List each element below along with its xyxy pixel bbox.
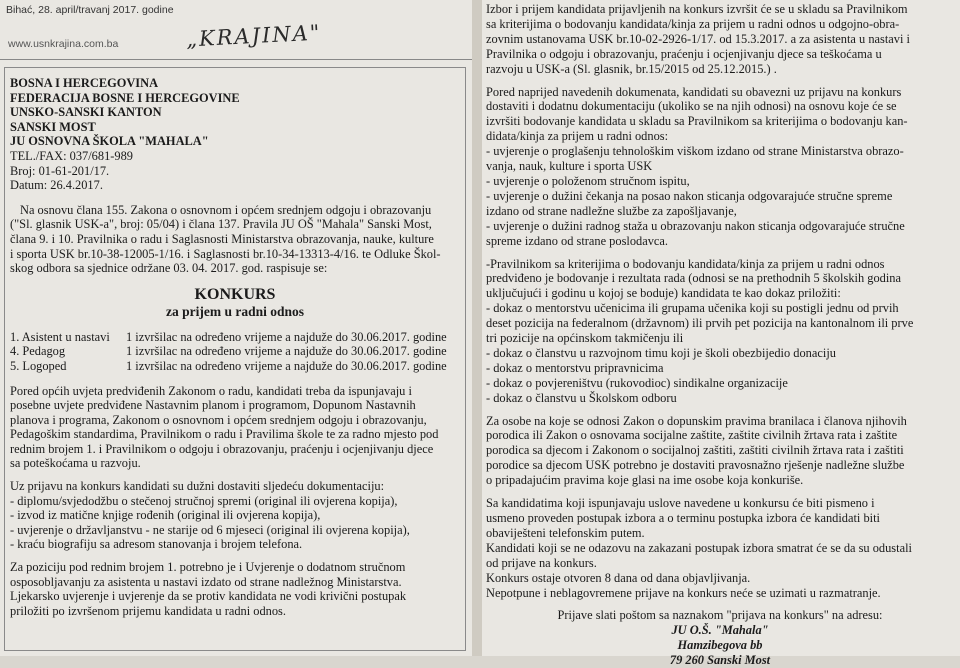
address-line: 79 260 Sanski Most <box>669 653 771 668</box>
address-line: Hamzibegova bb <box>677 638 763 653</box>
criteria-line: - dokaz o mentorstvu učenicima ili grupama učenika koji su postigli jednu od prvih <box>486 301 899 316</box>
criteria-line: predviđeno je bodovanje i rezultata rada (odnosi se na prethodnih 5 školskih godina <box>486 271 901 286</box>
assistant-note-line: osposobljavanju za asistenta u nastavi izdato od strane nadležnog Ministarstva. <box>10 574 402 589</box>
criteria-line: -Pravilnikom sa kriterijima o bodovanju kandidata/kinja za prijem u radni odnos <box>486 256 885 271</box>
veterans-line: Za osobe na koje se odnosi Zakon o dopunskim pravima branilaca i članova njihovih <box>486 413 907 428</box>
extra-docs-line: izvršiti bodovanje kandidata u skladu sa Pravilnikom sa kriterijima o bodovanju kan- <box>486 114 908 129</box>
intro-line: Na osnovu člana 155. Zakona o osnovnom i općem srednjem odgoju i obrazovanju <box>20 202 432 217</box>
documents-line: - uvjerenje o državljanstvu - ne starije od 6 mjeseci (original ili ovjerena kopija), <box>10 522 410 537</box>
conditions-line: posebne uvjete predviđene Nastavnim planom i programom, Dopunom Nastavnih <box>10 398 416 413</box>
document-date: Datum: 26.4.2017. <box>10 178 103 193</box>
extra-docs-line: - uvjerenje o dužini radnog staža u obrazovanju nakon sticanja odgovarajuće stručne <box>486 218 905 233</box>
criteria-line: uključujući i godinu u kojoj se boduje) kandidata te kao dokaz priložiti: <box>486 286 841 301</box>
criteria-line: tri pozicije na općinskom takmičenju ili <box>486 331 684 346</box>
address-line: JU O.Š. "Mahala" <box>671 623 769 638</box>
documents-line: Uz prijavu na konkurs kandidati su dužni dostaviti sljedeću dokumentaciju: <box>10 479 385 494</box>
website-url: www.usnkrajina.com.ba <box>8 38 119 50</box>
veterans-line: o pripadajućim pravima koje glasi na ime osobe koja konkuriše. <box>486 473 804 488</box>
veterans-line: porodice sa djecom USK potrebno je dostaviti pravosnažno rješenje nadležne službe <box>486 458 905 473</box>
selection-line: zovnim ustanovama USK br.10-02-2926-1/17. od 15.3.2017. a za asistenta u nastavi i <box>486 31 910 46</box>
extra-docs-line: didata/kinja za prijem u radni odnos: <box>486 129 669 144</box>
left-column <box>0 0 472 656</box>
selection-line: Izbor i prijem kandidata prijavljenih na konkurs izvršit će se u skladu sa Pravilnikom <box>486 2 908 16</box>
extra-docs-line: izdano od strane nadležne službe za zapošljavanje, <box>486 203 737 218</box>
criteria-line: - dokaz o članstvu u razvojnom timu koji je školi obezbijedio donaciju <box>486 345 836 360</box>
position-row <box>10 359 460 374</box>
veterans-line: porodica ili Zakon o osnovama socijalne zaštite, zaštite civilnih žrtava rata i zaštite <box>486 428 898 443</box>
reference-number: Broj: 01-61-201/17. <box>10 163 110 178</box>
position-title: 5. Logoped <box>10 358 67 373</box>
extra-docs-line: - uvjerenje o proglašenju tehnološkim viškom izdano od strane Ministarstva obrazo- <box>486 144 904 159</box>
phone-fax: TEL./FAX: 037/681-989 <box>10 148 133 163</box>
position-description: 1 izvršilac na određeno vrijeme a najduže do 30.06.2017. godine <box>126 344 447 359</box>
closing-line: Nepotpune i neblagovremene prijave na konkurs neće se uzimati u razmatranje. <box>486 585 881 600</box>
documents-line: - kraću biografiju sa adresom stanovanja i brojem telefona. <box>10 537 303 552</box>
extra-docs-line: vanja, nauk, kulture i sporta USK <box>486 159 653 174</box>
selection-line: Pravilnika o odgoju i obrazovanju, praćenju i ocjenjivanju djece sa teškoćama u <box>486 46 882 61</box>
closing-line: Konkurs ostaje otvoren 8 dana od dana objavljivanja. <box>486 570 751 585</box>
konkurs-subtitle: za prijem u radni odnos <box>165 303 304 319</box>
veterans-line: porodica sa djecom i Zakonom o socijalnoj zaštiti, zaštiti civilnih žrtava rata i zaštiti <box>486 443 904 458</box>
extra-docs-line: spreme izdano od strane poslodavca. <box>486 233 669 248</box>
conditions-line: planova i programa, Zakonom o osnovnom i općem srednjem odgoju i obrazovanju, <box>10 412 427 427</box>
medical-note-line: Ljekarsko uvjerenje i uvjerenje da se protiv kandidata ne vodi krivični postupak <box>10 589 407 604</box>
medical-note-line: priložiti po izvršenom prijemu kandidata u radni odnos. <box>10 603 286 618</box>
intro-line: ("Sl. glasnik USK-a", broj: 05/04) i člana 137. Pravila JU OŠ "Mahala" Sanski Most, <box>10 217 432 232</box>
criteria-line: deset pozicija na federalnom (državnom) ili prvih pet pozicija na kantonalnom ili prve <box>486 316 914 331</box>
issue-date: Bihać, 28. april/travanj 2017. godine <box>6 4 174 16</box>
assistant-note-line: Za poziciju pod rednim brojem 1. potrebno je i Uvjerenje o dodatnom stručnom <box>10 560 406 575</box>
position-title: 1. Asistent u nastavi <box>10 329 110 344</box>
closing-line: Kandidati koji se ne odazovu na zakazani postupak izbora smatrat će se da su odustali <box>486 540 912 555</box>
institution-line: FEDERACIJA BOSNE I HERCEGOVINE <box>10 90 240 105</box>
documents-line: - izvod iz matične knjige rođenih (original ili ovjerena kopija), <box>10 508 321 523</box>
position-title: 4. Pedagog <box>10 344 66 359</box>
konkurs-title: KONKURS <box>194 285 276 303</box>
header-rule <box>0 59 472 60</box>
criteria-line: - dokaz o članstvu u Školskom odboru <box>486 390 677 405</box>
announcement-box <box>4 67 466 651</box>
position-description: 1 izvršilac na određeno vrijeme a najduže do 30.06.2017. godine <box>126 329 447 344</box>
right-column <box>482 0 960 668</box>
selection-line: razvoju u USK-a (Sl. glasnik, br.15/2015 od 25.12.2015.) . <box>486 61 777 76</box>
extra-docs-line: Pored naprijed navedenih dokumenata, kandidati su obavezni uz prijavu na konkurs <box>486 84 902 99</box>
institution-line: BOSNA I HERCEGOVINA <box>10 76 159 90</box>
criteria-line: - dokaz o povjereništvu (rukovodioc) sindikalne organizacije <box>486 375 788 390</box>
closing-line: obaviješteni telefonskim putem. <box>486 525 645 540</box>
documents-line: - diplomu/svjedodžbu o stečenoj stručnoj spremi (original ili ovjerena kopija), <box>10 493 398 508</box>
closing-line: usmeno proveden postupak izbora a o terminu postupka izbora će kandidati biti <box>486 511 880 525</box>
intro-line: člana 9. i 10. Pravilnika o radu i Saglasnosti Ministarstva obrazovanja, nauke, kulture <box>10 231 434 246</box>
extra-docs-line: dostaviti i dodatnu dokumentaciju (ukoliko se na njih odnosi) na osnovu koje će se <box>486 99 897 114</box>
extra-docs-line: - uvjerenje o položenom stručnom ispitu, <box>486 173 690 188</box>
conditions-line: rednim brojem 1. i Pravilnikom o odgoju i obrazovanju, praćenju i ocjenjivanju djece <box>10 441 434 456</box>
conditions-line: Pedagoškim standardima, Pravilnikom o radu i Pravilima škole te za radno mjesto pod <box>10 427 439 442</box>
position-description: 1 izvršilac na određeno vrijeme a najduže do 30.06.2017. godine <box>126 358 447 373</box>
criteria-line: - dokaz o mentorstvu pripravnicima <box>486 360 664 375</box>
column-gutter <box>472 0 482 656</box>
closing-line: od prijave na konkurs. <box>486 555 597 570</box>
extra-docs-line: - uvjerenje o dužini čekanja na posao nakon sticanja odgovarajuće stručne spreme <box>486 188 893 203</box>
institution-line: JU OSNOVNA ŠKOLA "MAHALA" <box>10 134 209 149</box>
closing-line: Sa kandidatima koji ispunjavaju uslove navedene u konkursu će biti pismeno i <box>486 496 875 511</box>
intro-line: skog odbora sa sjednice održane 03. 04. 2017. god. raspisuje se: <box>10 261 328 276</box>
address-intro: Prijave slati poštom sa naznakom "prijava na konkurs" na adresu: <box>557 608 883 623</box>
handwritten-newspaper-name: „KRAJINA" <box>185 20 323 52</box>
conditions-line: Pored općih uvjeta predviđenih Zakonom o radu, kandidati treba da ispunjavaju i <box>10 383 412 398</box>
conditions-line: sa poteškoćama u razvoju. <box>10 456 141 471</box>
institution-line: UNSKO-SANSKI KANTON <box>10 105 162 120</box>
announcement-body <box>10 76 460 618</box>
announcement-continuation <box>486 2 954 668</box>
intro-line: i sporta USK br.10-38-12005-1/16. i Saglasnosti br.10-34-13313-4/16. te Odluke Škol- <box>10 246 441 261</box>
position-row <box>10 330 460 345</box>
position-row <box>10 344 460 359</box>
institution-line: SANSKI MOST <box>10 119 96 134</box>
selection-line: sa kriterijima o bodovanju kandidata/kinja za prijem u radni odnos u odgojno-obra- <box>486 16 900 31</box>
